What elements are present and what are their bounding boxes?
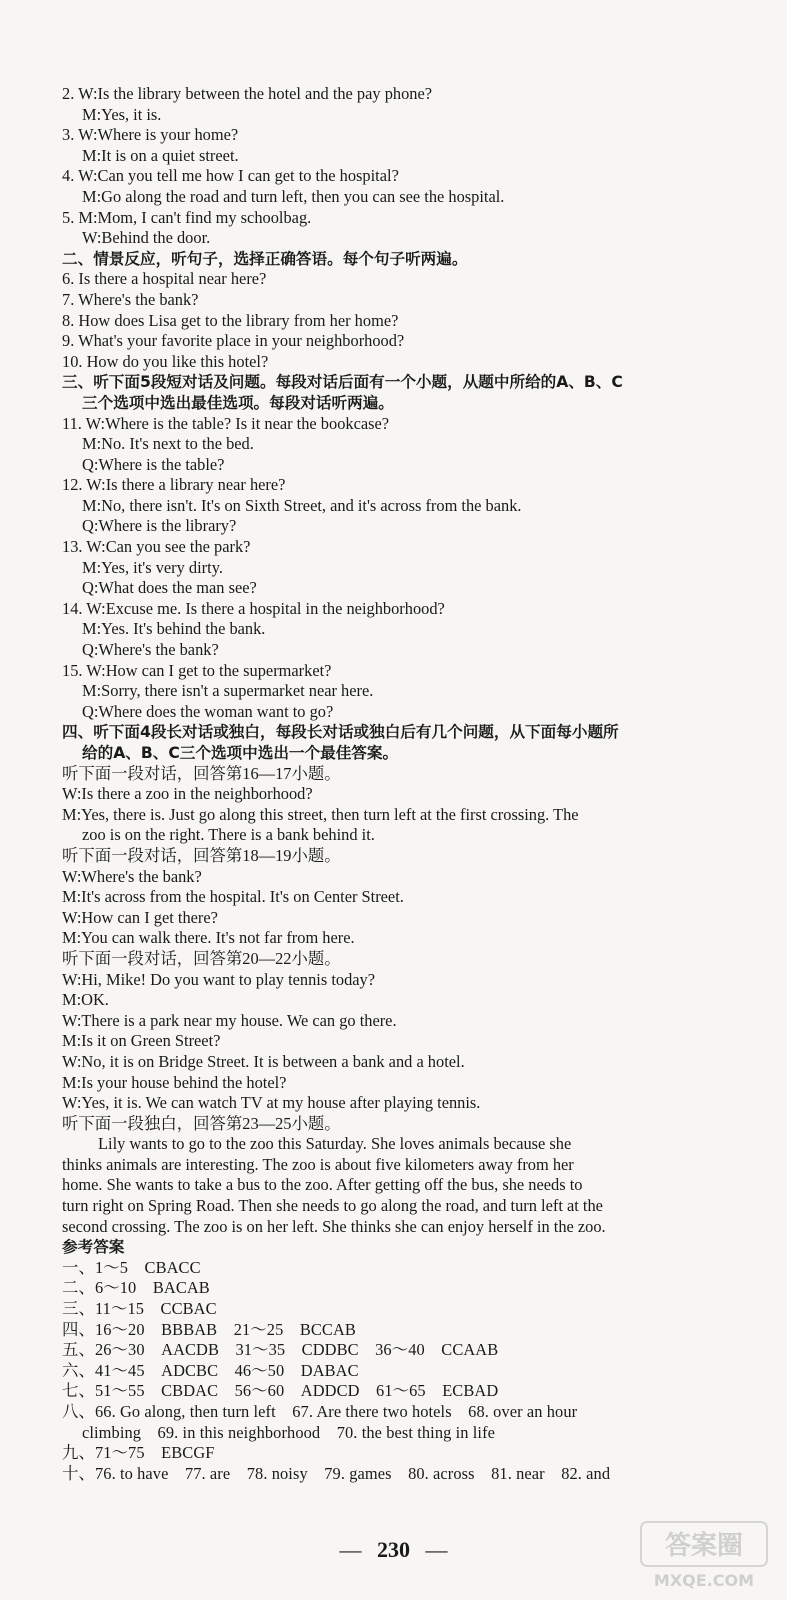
- text-line: M:Yes, it is.: [82, 104, 162, 124]
- page-number-value: 230: [377, 1537, 410, 1562]
- text-line: 3. W:Where is your home?: [62, 125, 239, 145]
- text-line: M:Yes, it's very dirty.: [82, 557, 223, 577]
- watermark-text-top: 答案圈: [664, 1531, 744, 1561]
- text-line: M:Yes, there is. Just go along this street, then turn left at the first crossing. The: [62, 804, 579, 824]
- text-line: 13. W:Can you see the park?: [62, 537, 251, 557]
- text-line: thinks animals are interesting. The zoo is about five kilometers away from her: [62, 1154, 574, 1174]
- watermark-logo: [639, 1520, 769, 1592]
- text-line: 9. What's your favorite place in your neighborhood?: [62, 331, 405, 351]
- answer-line: 十、76. to have 77. are 78. noisy 79. games 80. across 81. near 82. and: [62, 1463, 611, 1483]
- document-body: [62, 84, 752, 1484]
- answer-line: climbing 69. in this neighborhood 70. the best thing in life: [82, 1422, 495, 1442]
- text-line: 8. How does Lisa get to the library from her home?: [62, 310, 399, 330]
- text-line: 听下面一段独白，回答第23—25小题。: [62, 1113, 341, 1133]
- text-line: second crossing. The zoo is on her left. She thinks she can enjoy herself in the zoo.: [62, 1216, 606, 1236]
- text-line: Q:Where's the bank?: [82, 640, 219, 660]
- text-line: 听下面一段对话，回答第16—17小题。: [62, 763, 341, 783]
- text-line: 14. W:Excuse me. Is there a hospital in the neighborhood?: [62, 598, 445, 618]
- text-line: Q:Where is the library?: [82, 516, 237, 536]
- text-line: 11. W:Where is the table? Is it near the bookcase?: [62, 413, 390, 433]
- text-line: W:Hi, Mike! Do you want to play tennis today?: [62, 969, 376, 989]
- text-line: W:How can I get there?: [62, 907, 218, 927]
- text-line: zoo is on the right. There is a bank behind it.: [82, 825, 375, 845]
- text-line: W:There is a park near my house. We can go there.: [62, 1010, 397, 1030]
- text-line: Q:Where is the table?: [82, 454, 225, 474]
- answer-line: 二、6～10 BACAB: [62, 1278, 210, 1298]
- text-line: M:Is it on Green Street?: [62, 1031, 221, 1051]
- answer-line: 参考答案: [62, 1238, 125, 1257]
- page-number-dash-right: —: [425, 1537, 448, 1562]
- text-line: M:OK.: [62, 990, 109, 1010]
- text-line: Q:What does the man see?: [82, 578, 257, 598]
- page-number-dash-left: —: [339, 1537, 362, 1562]
- section-heading: 三、听下面5段短对话及问题。每段对话后面有一个小题，从题中所给的A、B、C: [62, 373, 623, 392]
- answer-line: 八、66. Go along, then turn left 67. Are there two hotels 68. over an hour: [62, 1402, 578, 1421]
- answer-line: 一、1～5 CBACC: [62, 1257, 201, 1277]
- text-line: 10. How do you like this hotel?: [62, 351, 269, 371]
- text-line: M:Go along the road and turn left, then you can see the hospital.: [82, 186, 505, 206]
- section-heading: 二、情景反应，听句子，选择正确答语。每个句子听两遍。: [62, 249, 468, 268]
- text-line: 2. W:Is the library between the hotel and the pay phone?: [62, 84, 433, 103]
- text-line: 听下面一段对话，回答第18—19小题。: [62, 845, 341, 865]
- section-heading: 三个选项中选出最佳选项。每段对话听两遍。: [82, 393, 394, 412]
- text-line: M:It is on a quiet street.: [82, 145, 239, 165]
- text-line: Lily wants to go to the zoo this Saturday. She loves animals because she: [98, 1134, 572, 1154]
- text-line: 4. W:Can you tell me how I can get to the hospital?: [62, 166, 399, 186]
- answer-line: 七、51～55 CBDAC 56～60 ADDCD 61～65 ECBAD: [62, 1381, 499, 1401]
- text-line: W:Behind the door.: [82, 228, 211, 248]
- text-line: M:No. It's next to the bed.: [82, 434, 254, 454]
- text-line: M:It's across from the hospital. It's on Center Street.: [62, 887, 404, 907]
- answer-line: 三、11～15 CCBAC: [62, 1299, 217, 1319]
- text-line: 12. W:Is there a library near here?: [62, 475, 286, 495]
- text-line: turn right on Spring Road. Then she needs to go along the road, and turn left at the: [62, 1196, 603, 1216]
- text-line: 6. Is there a hospital near here?: [62, 269, 267, 289]
- text-line: M:Is your house behind the hotel?: [62, 1072, 287, 1092]
- section-heading: 给的A、B、C三个选项中选出一个最佳答案。: [82, 744, 399, 762]
- text-line: W:No, it is on Bridge Street. It is between a bank and a hotel.: [62, 1051, 465, 1071]
- text-line: 7. Where's the bank?: [62, 289, 199, 309]
- text-line: 5. M:Mom, I can't find my schoolbag.: [62, 207, 312, 227]
- text-line: M:You can walk there. It's not far from here.: [62, 928, 355, 948]
- text-line: 听下面一段对话，回答第20—22小题。: [62, 948, 341, 968]
- answer-line: 五、26～30 AACDB 31～35 CDDBC 36～40 CCAAB: [62, 1340, 499, 1360]
- answer-line: 四、16～20 BBBAB 21～25 BCCAB: [62, 1319, 356, 1339]
- answer-line: 九、71～75 EBCGF: [62, 1443, 215, 1463]
- text-line: W:Yes, it is. We can watch TV at my house after playing tennis.: [62, 1093, 481, 1113]
- text-line: M:Sorry, there isn't a supermarket near here.: [82, 681, 374, 701]
- text-line: M:No, there isn't. It's on Sixth Street, and it's across from the bank.: [82, 495, 522, 515]
- text-line: W:Is there a zoo in the neighborhood?: [62, 784, 313, 804]
- text-line: M:Yes. It's behind the bank.: [82, 619, 266, 639]
- text-line: home. She wants to take a bus to the zoo. After getting off the bus, she needs to: [62, 1175, 583, 1195]
- text-line: Q:Where does the woman want to go?: [82, 701, 334, 721]
- text-line: W:Where's the bank?: [62, 866, 202, 886]
- section-heading: 四、听下面4段长对话或独白，每段长对话或独白后有几个问题，从下面每小题所: [62, 723, 619, 742]
- watermark-text-bottom: MXQE.COM: [653, 1571, 755, 1590]
- text-line: 15. W:How can I get to the supermarket?: [62, 660, 332, 680]
- answer-line: 六、41～45 ADCBC 46～50 DABAC: [62, 1360, 359, 1380]
